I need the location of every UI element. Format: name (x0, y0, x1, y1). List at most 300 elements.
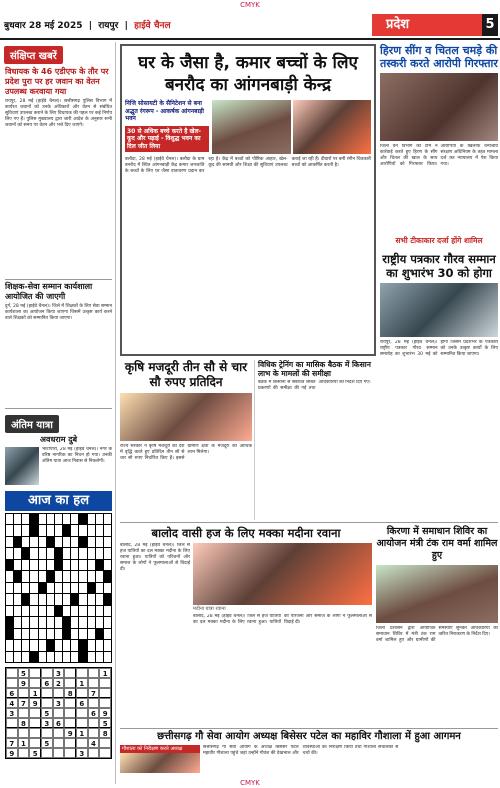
obituary-title: अंतिम यात्रा (5, 415, 59, 433)
press-photo (380, 283, 498, 337)
crossword-title: आज का हल (5, 491, 112, 511)
sudoku-cell (29, 728, 41, 738)
sudoku-cell (76, 738, 88, 748)
edition-date: बुधवार 28 मई 2025 (4, 21, 83, 31)
crossword-cell (88, 583, 95, 593)
sudoku-cell (88, 698, 100, 708)
column-divider (254, 360, 255, 520)
crossword-cell (55, 583, 62, 593)
sudoku-cell (76, 688, 88, 698)
sudoku-cell (18, 728, 30, 738)
sudoku-cell: 4 (88, 738, 100, 748)
crossword-cell (6, 560, 13, 570)
sudoku-cell (53, 688, 65, 698)
lead-headline: घर के जैसा है, कमार बच्चों के लिए बनरौद का आंगनबाड़ी केन्द्र (138, 53, 358, 95)
crossword-cell (96, 617, 103, 627)
crossword-cell (39, 606, 46, 616)
crossword-cell (47, 640, 54, 650)
crossword-cell (104, 629, 111, 639)
sudoku-cell: 8 (99, 728, 111, 738)
crossword-cell (55, 571, 62, 581)
crossword-cell (104, 606, 111, 616)
deer-headline: हिरण सींग व चितल चमड़े की तस्करी करते आरोपी गिरफ्तार (380, 44, 498, 70)
lead-body: बलौदा, 28 मई (हाईवे चैनल)। बलौदा के ग्राम बनरौद में स्थित आंगनबाड़ी केंद्र कमार जनजाति के बच्चों के लिए घर जैसा वातावरण प्रदान कर रहा है। केंद्र में बच्चों को पौष्टिक आहार, खेल-कूद की सामग्री और शिक्षा की सुविधाएं उपलब्ध कराई जा रही हैं। दीवारों पर बनी रंगीन चित्रकारी बच्चों को आकर्षित करती है। (125, 157, 371, 174)
crossword-cell (14, 583, 21, 593)
crossword-cell (39, 537, 46, 547)
madina-story (120, 526, 372, 726)
crossword-cell (88, 594, 95, 604)
farmer-story (120, 360, 252, 522)
sudoku-cell (88, 728, 100, 738)
crossword-cell (79, 594, 86, 604)
crossword-cell (55, 560, 62, 570)
crossword-cell (79, 640, 86, 650)
sudoku-cell (99, 748, 111, 758)
crossword-cell (6, 640, 13, 650)
cow-story (120, 731, 498, 777)
crossword-cell (22, 537, 29, 547)
crossword-cell (63, 594, 70, 604)
crossword-grid (5, 513, 112, 663)
sudoku-cell (53, 728, 65, 738)
crossword-cell (30, 617, 37, 627)
crossword-cell (104, 525, 111, 535)
brand-name: हाईवे चैनल (134, 21, 171, 31)
crossword-cell (71, 629, 78, 639)
sudoku-cell (88, 718, 100, 728)
brief1-body: रायपुर, 28 मई (हाईवे चैनल)। छत्तीसगढ़ पुलिस विभाग में कार्यरत जवानों को उनके अधिकारों और वेतन से संबंधित सुविधाएं उपलब्ध कराने के लिए विधायक की पहल पर कई निर्णय लिए गए हैं। पुलिस मुख्यालय द्वारा जारी आदेश के अनुसार सभी जवानों को समय पर वेतन और भत्ते दिए जाएंगे। (5, 99, 112, 128)
sudoku-cell (29, 668, 41, 678)
sudoku-cell (41, 728, 53, 738)
crossword-cell (14, 594, 21, 604)
crossword-cell (22, 514, 29, 524)
sudoku-cell: 3 (6, 708, 18, 718)
edition-city: रायपुर (98, 21, 119, 31)
sudoku-cell (64, 748, 76, 758)
crossword-cell (71, 571, 78, 581)
crossword-cell (55, 652, 62, 662)
sudoku-cell (6, 728, 18, 738)
sudoku-cell (18, 708, 30, 718)
sudoku-cell (64, 738, 76, 748)
crossword-cell (30, 594, 37, 604)
crossword-cell (63, 583, 70, 593)
press-headline: राष्ट्रीय पत्रकार गौरव सम्मान का शुभारंभ 30 को होगा (382, 252, 496, 280)
brief1-headline: विधायक के 46 एडीएफ के तौर पर प्रदेश पुरा पर हर जवान का वेतन उपलब्ध करवाया गया (5, 67, 109, 96)
crossword-cell (14, 525, 21, 535)
sudoku-cell (18, 688, 30, 698)
sudoku-cell (64, 678, 76, 688)
crossword-cell (22, 640, 29, 650)
divider (5, 279, 112, 280)
sudoku-cell: 5 (29, 748, 41, 758)
madina-body: बालोद, 28 मई (हाईवे चैनल)। जिले से हज यात्रियों का दल मक्का मदीना के लिए रवाना हुआ। यात्रियों को परिजनों और समाज के लोगों ने फूलमालाओं से विदाई दी। (120, 543, 190, 572)
crossword-cell (71, 514, 78, 524)
crossword-cell (88, 537, 95, 547)
crossword-cell (14, 514, 21, 524)
deer-story (380, 44, 498, 234)
sudoku-cell (41, 698, 53, 708)
crossword-cell (96, 594, 103, 604)
crossword-cell (63, 652, 70, 662)
sudoku-cell: 3 (41, 718, 53, 728)
sudoku-cell: 6 (53, 718, 65, 728)
crossword-cell (63, 640, 70, 650)
sudoku-cell (29, 708, 41, 718)
crossword-cell (88, 525, 95, 535)
brief2-body: दुर्ग, 28 मई (हाईवे चैनल)। जिले में शिक्षकों के लिए सेवा सम्मान कार्यशाला का आयोजन किया जाएगा जिसमें उत्कृष्ट कार्य करने वाले शिक्षकों को सम्मानित किया जाएगा। (5, 304, 112, 321)
deer-body: जिला वन विभाग की टीम ने कार्रवाई करते हुए हिरण के सींग और चितल की खाल के साथ आरोपियों को गिरफ्तार किया। आरोपियों के खिलाफ वन्यजीव संरक्षण अधिनियम के तहत मामला दर्ज कर न्यायालय में पेश किया गया। (380, 144, 498, 167)
crossword-cell (14, 571, 21, 581)
sudoku-cell: 5 (41, 708, 53, 718)
sudoku-cell: 3 (53, 668, 65, 678)
sudoku-cell (88, 678, 100, 688)
press-story (380, 252, 498, 520)
sudoku-cell: 7 (18, 698, 30, 708)
crossword-cell (63, 617, 70, 627)
crossword-cell (39, 583, 46, 593)
divider (120, 522, 498, 523)
crossword-cell (22, 525, 29, 535)
crossword-cell (6, 583, 13, 593)
sudoku-cell (76, 708, 88, 718)
lead-subhead: 30 से अधिक बच्चे करते है खेल-कूद और पढ़ाई - विशुद्ध भवन का दिल जीत लिया (125, 126, 209, 153)
sudoku-cell: 6 (6, 688, 18, 698)
sudoku-cell: 4 (6, 698, 18, 708)
crossword-cell (71, 560, 78, 570)
crossword-cell (39, 514, 46, 524)
crossword-cell (55, 617, 62, 627)
crossword-cell (71, 583, 78, 593)
crossword-cell (63, 606, 70, 616)
crossword-cell (79, 571, 86, 581)
farmer-body: राज्य सरकार ने कृषि मजदूरी की दरों में वृद्धि करते हुए प्रतिदिन तीन सौ से चार सौ रुपए निर्धारित किए हैं। इससे ग्रामीण क्षेत्रों के मजदूरों को आर्थिक लाभ मिलेगा। (120, 444, 252, 461)
crossword-cell (39, 560, 46, 570)
sudoku-cell: 1 (76, 678, 88, 688)
crossword-cell (47, 537, 54, 547)
crossword-cell (39, 594, 46, 604)
obituary-name: अवधराम दुबे (39, 435, 78, 444)
cow-body: छत्तीसगढ़ गौ सेवा आयोग के अध्यक्ष बिसेसर पटेल महावीर गौशाला पहुंचे जहां उन्होंने गौवंश की देखभाल और व्यवस्थाओं का निरीक्षण किया तथा गौशाला संचालकों से चर्चा की। (203, 745, 399, 756)
sudoku-cell (41, 748, 53, 758)
crossword-cell (88, 640, 95, 650)
crossword-cell (39, 629, 46, 639)
crossword-cell (88, 560, 95, 570)
cmyk-mark-top: CMYK (240, 1, 260, 9)
crossword-cell (96, 652, 103, 662)
crossword-cell (14, 617, 21, 627)
sudoku-cell: 1 (18, 738, 30, 748)
crossword-cell (104, 514, 111, 524)
crossword-cell (22, 571, 29, 581)
crossword-cell (55, 548, 62, 558)
crossword-cell (14, 652, 21, 662)
crossword-cell (63, 537, 70, 547)
crossword-cell (96, 525, 103, 535)
sudoku-cell: 3 (76, 748, 88, 758)
crossword-cell (47, 525, 54, 535)
crossword-cell (88, 617, 95, 627)
sudoku-cell (6, 678, 18, 688)
crossword-cell (47, 560, 54, 570)
crossword-cell (22, 594, 29, 604)
meeting-body: बैठक में किसानों से संबंधित लंबित प्रकरणों की समीक्षा की गई तथा अधिकारियों को निर्देश दिए गए। (258, 380, 371, 391)
crossword-cell (30, 640, 37, 650)
sudoku-cell: 5 (18, 668, 30, 678)
sudoku-cell: 2 (53, 678, 65, 688)
sudoku-cell (29, 678, 41, 688)
crossword-cell (88, 629, 95, 639)
crossword-cell (55, 594, 62, 604)
crossword-cell (14, 548, 21, 558)
crossword-cell (88, 606, 95, 616)
sudoku-cell (64, 708, 76, 718)
sudoku-cell (29, 718, 41, 728)
crossword-cell (30, 537, 37, 547)
sudoku-cell (41, 668, 53, 678)
sudoku-cell (99, 688, 111, 698)
crossword-cell (96, 548, 103, 558)
sudoku-cell: 6 (76, 698, 88, 708)
crossword-cell (14, 606, 21, 616)
crossword-cell (47, 606, 54, 616)
crossword-cell (88, 652, 95, 662)
camp-headline: किरणा में समाधान शिविर का आयोजन मंत्री टंक राम वर्मा शामिल हुए (376, 526, 498, 561)
crossword-cell (63, 525, 70, 535)
brief-title: संक्षिप्त खबरें (4, 46, 63, 64)
crossword-cell (63, 560, 70, 570)
crossword-cell (55, 514, 62, 524)
sudoku-cell: 9 (29, 698, 41, 708)
crossword-cell (22, 629, 29, 639)
crossword-cell (79, 525, 86, 535)
crossword-cell (71, 537, 78, 547)
crossword-cell (96, 560, 103, 570)
divider (120, 728, 498, 729)
sudoku-cell (18, 748, 30, 758)
sudoku-cell: 8 (18, 718, 30, 728)
crossword-cell (63, 571, 70, 581)
crossword-cell (39, 525, 46, 535)
crossword-cell (88, 548, 95, 558)
crossword-cell (14, 560, 21, 570)
crossword-cell (47, 617, 54, 627)
sudoku-cell (64, 718, 76, 728)
crossword-cell (71, 640, 78, 650)
crossword-cell (55, 629, 62, 639)
cow-photo (120, 753, 200, 773)
crossword-cell (79, 606, 86, 616)
crossword-cell (30, 548, 37, 558)
crossword-cell (6, 514, 13, 524)
sudoku-cell: 1 (76, 728, 88, 738)
crossword-cell (6, 617, 13, 627)
crossword-cell (47, 571, 54, 581)
cow-headline: छत्तीसगढ़ गौ सेवा आयोग अध्यक्ष बिसेसर पटेल का महाविर गौशाला में हुआ आगमन (157, 731, 461, 742)
crossword-cell (96, 583, 103, 593)
sudoku-cell: 1 (99, 668, 111, 678)
sudoku-cell (29, 738, 41, 748)
divider (5, 408, 112, 409)
crossword-cell (6, 606, 13, 616)
sudoku-cell: 7 (88, 688, 100, 698)
crossword-cell (79, 583, 86, 593)
sudoku-cell: 5 (41, 738, 53, 748)
sudoku-grid (5, 667, 112, 759)
sudoku-cell: 6 (88, 708, 100, 718)
crossword-cell (79, 560, 86, 570)
madina-caption: मदीना यात्रा रवाना (193, 606, 226, 612)
crossword-cell (6, 548, 13, 558)
crossword-cell (47, 548, 54, 558)
section-title: प्रदेश (372, 14, 482, 36)
press-tag-wrap (380, 236, 498, 252)
lead-photo-1 (212, 100, 291, 154)
crossword-cell (96, 514, 103, 524)
crossword-cell (14, 537, 21, 547)
crossword-cell (22, 652, 29, 662)
sudoku-cell (88, 748, 100, 758)
sudoku-cell (64, 698, 76, 708)
crossword-cell (22, 617, 29, 627)
crossword-cell (6, 652, 13, 662)
crossword-cell (104, 594, 111, 604)
sudoku-cell: 8 (64, 688, 76, 698)
crossword-cell (30, 514, 37, 524)
crossword-cell (47, 583, 54, 593)
sudoku-cell (53, 738, 65, 748)
press-tag: सभी टीकाकार दर्जा होंगे शामिल (395, 236, 483, 245)
madina-photo (193, 543, 372, 605)
crossword-cell (71, 548, 78, 558)
farmer-headline: कृषि मजदूरी तीन सौ से चार सौ रुपए प्रतिदिन (124, 360, 248, 389)
page-number: 5 (482, 14, 498, 36)
crossword-cell (63, 514, 70, 524)
crossword-cell (104, 652, 111, 662)
obituary-body: भाटापारा, 28 मई (हाईवे चैनल)। नगर के वरिष्ठ नागरिक का निधन हो गया। उनकी अंतिम यात्रा आज निवास से निकलेगी। (42, 447, 112, 464)
sudoku-cell: 9 (6, 748, 18, 758)
crossword-cell (30, 560, 37, 570)
crossword-cell (6, 629, 13, 639)
crossword-cell (88, 571, 95, 581)
sudoku-cell: 9 (64, 728, 76, 738)
crossword-cell (96, 571, 103, 581)
lead-story (120, 44, 376, 356)
meeting-story (258, 360, 376, 522)
crossword-cell (47, 514, 54, 524)
crossword-cell (39, 571, 46, 581)
deer-photo (380, 73, 498, 141)
sudoku-cell: 9 (99, 708, 111, 718)
brief2-headline: शिक्षक-सेवा सम्मान कार्यशाला आयोजित की जाएगी (5, 282, 93, 301)
crossword-cell (30, 652, 37, 662)
crossword-cell (71, 525, 78, 535)
crossword-cell (71, 617, 78, 627)
crossword-cell (71, 594, 78, 604)
obituary-photo (5, 447, 39, 485)
crossword-cell (47, 652, 54, 662)
page-header (0, 12, 500, 40)
sudoku-cell: 7 (6, 738, 18, 748)
sudoku-cell (76, 718, 88, 728)
crossword-cell (88, 514, 95, 524)
sudoku-cell: 9 (18, 678, 30, 688)
camp-photo (376, 565, 498, 623)
sudoku-cell: 3 (53, 698, 65, 708)
crossword-cell (30, 583, 37, 593)
crossword-cell (30, 525, 37, 535)
farmer-photo (120, 393, 252, 441)
obituary-box (2, 411, 115, 487)
crossword-cell (47, 594, 54, 604)
crossword-cell (79, 537, 86, 547)
crossword-cell (39, 617, 46, 627)
crossword-cell (96, 606, 103, 616)
sudoku-cell (99, 678, 111, 688)
press-body: रायपुर, 28 मई (हाईवे चैनल)। राष्ट्रीय पत्रकार गौरव सम्मान समारोह का शुभारंभ 30 मई को होगा जिसमें प्रदेशभर के पत्रकारों को उनके उत्कृष्ट कार्यों के लिए सम्मानित किया जाएगा। (380, 340, 498, 357)
camp-story (376, 526, 498, 726)
crossword-cell (6, 594, 13, 604)
crossword-cell (79, 548, 86, 558)
crossword-cell (63, 629, 70, 639)
cmyk-mark-bottom: CMYK (240, 779, 260, 787)
sudoku-cell: 1 (29, 688, 41, 698)
crossword-cell (71, 606, 78, 616)
crossword-cell (104, 640, 111, 650)
crossword-cell (63, 548, 70, 558)
crossword-cell (22, 583, 29, 593)
crossword-cell (79, 514, 86, 524)
left-column (2, 42, 116, 784)
crossword-cell (79, 652, 86, 662)
camp-body: जिला प्रशासन द्वारा आयोजित समाधान शिविर में मंत्री टंक राम वर्मा शामिल हुए और ग्रामीणों की समस्याएं सुनकर अधिकारियों को त्वरित निराकरण के निर्देश दिए। (376, 626, 498, 643)
sudoku-cell (99, 698, 111, 708)
crossword-cell (14, 640, 21, 650)
crossword-cell (39, 548, 46, 558)
crossword-cell (30, 606, 37, 616)
sudoku-cell: 5 (99, 718, 111, 728)
sudoku-cell (76, 668, 88, 678)
crossword-cell (104, 571, 111, 581)
madina-headline: बालोद वासी हज के लिए मक्का मदीना रवाना (151, 526, 341, 540)
crossword-cell (6, 571, 13, 581)
lead-kicker: निजि सोसायटी के सैनिटेशन से बना अद्भुत रंगरूप - आकर्षक आंगनबाड़ी भवन (125, 100, 204, 122)
crossword-cell (55, 537, 62, 547)
sudoku-cell (99, 738, 111, 748)
crossword-cell (104, 583, 111, 593)
crossword-cell (55, 640, 62, 650)
crossword-cell (79, 617, 86, 627)
crossword-cell (96, 629, 103, 639)
crossword-cell (79, 629, 86, 639)
crossword-cell (96, 640, 103, 650)
crossword-cell (71, 652, 78, 662)
sudoku-cell (88, 668, 100, 678)
crossword-cell (30, 629, 37, 639)
sudoku-cell (41, 688, 53, 698)
sudoku-cell: 6 (41, 678, 53, 688)
crossword-cell (39, 652, 46, 662)
crossword-cell (14, 629, 21, 639)
crossword-cell (39, 640, 46, 650)
crossword-cell (104, 537, 111, 547)
header-meta: बुधवार 28 मई 2025 | रायपुर | हाईवे चैनल (4, 21, 171, 31)
sudoku-cell (53, 748, 65, 758)
crossword-cell (55, 525, 62, 535)
crossword-cell (22, 548, 29, 558)
lead-photo-2 (293, 100, 372, 154)
crossword-cell (22, 606, 29, 616)
